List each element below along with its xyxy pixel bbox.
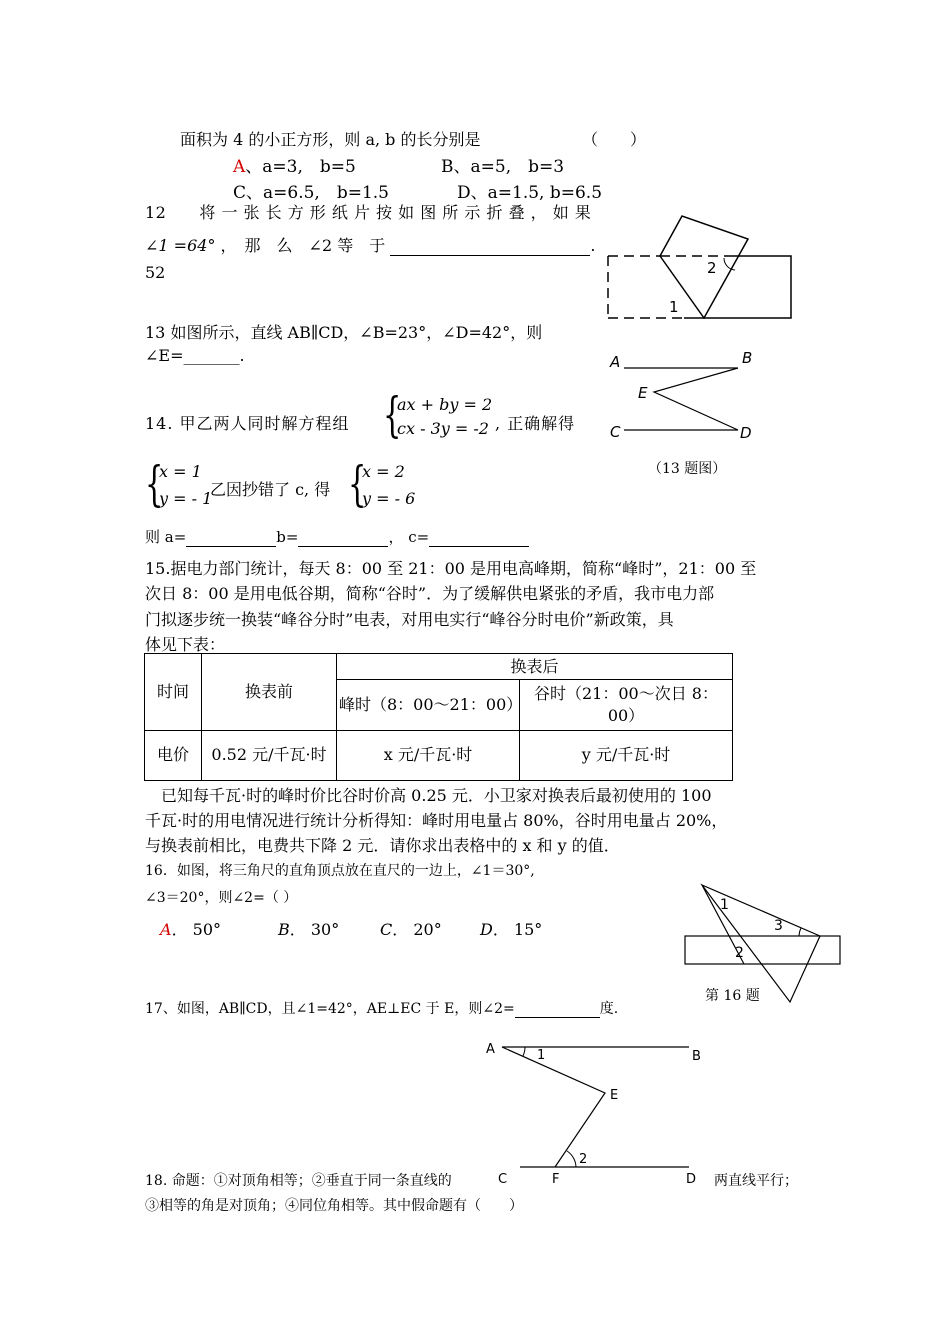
zigzag-aef	[502, 1047, 605, 1167]
q17-figure	[480, 1035, 710, 1190]
q13-line1: 13 如图所示，直线 AB∥CD，∠B=23°，∠D=42°，则	[145, 323, 543, 342]
table-header-after: 换表后	[337, 654, 733, 680]
q18-line1-a: 18. 命题：①对顶角相等；②垂直于同一条直线的	[145, 1173, 452, 1189]
q12-fig-label-2: 2	[707, 259, 717, 277]
q15-after2: 千瓦·时的用电情况进行统计分析得知：峰时用电量占 80%，谷时用电量占 20%，	[145, 811, 728, 830]
q13-point-b: B	[742, 349, 753, 367]
table-cell-peak: x 元/千瓦·时	[337, 730, 520, 780]
table-header-before: 换表前	[202, 654, 337, 731]
q14-answer-b-blank	[298, 546, 388, 547]
q14-middle: 乙因抄错了 c, 得	[210, 480, 331, 499]
q13-point-e: E	[638, 384, 648, 402]
q13-figure	[600, 345, 760, 445]
rect-remaining	[684, 256, 791, 318]
q14-system-brace: {	[383, 387, 402, 443]
q16-option-c-letter: C	[380, 920, 393, 939]
q16-option-b-wrap	[278, 917, 339, 940]
q17-point-d: D	[686, 1172, 697, 1187]
q13-line2: ∠E=_______.	[145, 346, 245, 365]
q18-line2: ③相等的角是对顶角；④同位角相等。其中假命题有（ ）	[145, 1198, 523, 1214]
q11-option-d: D、a=1.5, b=6.5	[457, 183, 603, 203]
q16-label-2: 2	[735, 945, 744, 961]
q14-eq2: cx - 3y = -2	[397, 419, 489, 438]
zigzag-bed	[654, 368, 738, 430]
table-row-label: 电价	[145, 730, 202, 780]
table-cell-before: 0.52 元/千瓦·时	[202, 730, 337, 780]
q14-answer-a-label: 则 a=	[145, 528, 187, 546]
q12-answer: 52	[145, 263, 166, 282]
q14-solution2	[348, 456, 418, 512]
q12-answer-blank	[390, 255, 590, 256]
q17-line	[145, 998, 618, 1018]
q14-answer-b-label: b=	[276, 528, 299, 546]
q16-line1: 16．如图，将三角尺的直角顶点放在直尺的一边上，∠1＝30°,	[145, 863, 535, 879]
q11-option-b: B、a=5, b=3	[441, 157, 565, 177]
q14-sol1-brace: {	[145, 456, 164, 512]
q16-label-1: 1	[720, 897, 729, 913]
q17-text: 17、如图，AB∥CD，且∠1=42°，AE⊥EC 于 E，则∠2=	[145, 1001, 515, 1017]
q13-point-a: A	[610, 353, 621, 371]
q16-options	[160, 917, 221, 940]
ruler	[685, 936, 840, 964]
q16-option-b: ． 30°	[289, 920, 340, 939]
q15-price-table	[144, 653, 733, 781]
q17-angle1-arc	[523, 1047, 525, 1056]
q12-angle1: ∠1 =64°	[145, 236, 216, 255]
q11-option-a-text: 、a=3, b=5	[245, 157, 356, 177]
q16-option-c-wrap	[380, 917, 442, 940]
q12-figure	[600, 205, 800, 330]
q11-paren: （ ）	[582, 130, 647, 149]
q12-line1: 12 将 一 张 长 方 形 纸 片 按 如 图 所 示 折 叠 ， 如 果	[145, 203, 592, 222]
table-header-time: 时间	[145, 654, 202, 731]
q11-stem: 面积为 4 的小正方形，则 a, b 的长分别是	[180, 130, 481, 149]
q15-para1: 15.据电力部门统计，每天 8：00 至 21：00 是用电高峰期，简称“峰时”，21：00 至	[145, 559, 757, 578]
q17-angle2-arc	[567, 1151, 576, 1167]
q15-para4: 体见下表：	[145, 635, 226, 654]
q17-unit: 度.	[599, 1001, 619, 1017]
q16-option-b-letter: B	[278, 920, 290, 939]
q18-line1-b: 两直线平行；	[714, 1173, 798, 1189]
q12-line2-text: ， 那 么 ∠2 等 于	[220, 236, 386, 255]
q16-caption: 第 16 题	[705, 988, 760, 1004]
q16-line2: ∠3＝20°，则∠2=（ ）	[145, 890, 298, 906]
q16-option-a-letter: A	[160, 920, 172, 939]
q16-option-d-wrap	[480, 917, 542, 940]
q12-period: .	[590, 236, 596, 255]
q13-caption: （13 题图）	[648, 461, 727, 477]
q14-solution1	[145, 456, 215, 512]
q14-sol2-brace: {	[348, 456, 367, 512]
q15-para3: 门拟逐步统一换装“峰谷分时”电表，对用电实行“峰谷分时电价”新政策，具	[145, 610, 674, 629]
q14-answers	[145, 526, 529, 547]
q14-system	[383, 387, 493, 443]
q17-label-2: 2	[579, 1152, 588, 1167]
q17-point-b: B	[692, 1049, 701, 1064]
q17-point-c: C	[498, 1172, 508, 1187]
q14-eq1: ax + by = 2	[397, 395, 493, 414]
q16-label-3: 3	[774, 918, 783, 934]
q14-sol1-x: x = 1	[159, 462, 202, 481]
q16-option-a: ． 50°	[171, 920, 222, 939]
q14-answer-c-blank	[429, 546, 529, 547]
q15-after3: 与换表前相比，电费共下降 2 元．请你求出表格中的 x 和 y 的值．	[145, 836, 620, 855]
q14-answer-c-label: ， c=	[388, 528, 430, 546]
q13-point-d: D	[740, 424, 752, 442]
q11-option-a-letter: A	[233, 157, 246, 177]
q11-option-c: C、a=6.5, b=1.5	[233, 183, 389, 203]
q17-point-a: A	[486, 1042, 495, 1057]
q12-line2	[145, 233, 595, 256]
q16-angle3-arc	[799, 928, 801, 936]
q17-answer-blank	[515, 1017, 600, 1018]
q17-label-1: 1	[537, 1048, 546, 1063]
q17-point-f: F	[552, 1172, 560, 1187]
q11-option-a	[233, 152, 356, 177]
q14-sol2-x: x = 2	[362, 462, 405, 481]
q12-fig-label-1: 1	[669, 298, 679, 316]
q15-para2: 次日 8：00 是用电低谷期，简称“谷时”．为了缓解供电紧张的矛盾，我市电力部	[145, 584, 715, 603]
q14-intro: 14. 甲乙两人同时解方程组	[145, 414, 350, 433]
q14-after-system: , 正确解得	[495, 414, 576, 433]
q13-point-c: C	[610, 423, 621, 441]
q16-option-d-letter: D	[480, 920, 493, 939]
q14-sol2-y: y = - 6	[362, 489, 416, 508]
table-cell-valley: y 元/千瓦·时	[520, 730, 733, 780]
q14-answer-a-blank	[186, 546, 276, 547]
table-header-peak: 峰时（8：00～21：00）	[337, 680, 520, 730]
q16-option-c: ． 20°	[392, 920, 442, 939]
table-header-valley: 谷时（21：00～次日 8：00）	[520, 680, 733, 730]
q14-sol1-y: y = - 1	[159, 489, 213, 508]
q17-point-e: E	[610, 1088, 619, 1103]
q16-option-d: ． 15°	[492, 920, 543, 939]
q15-after1: 已知每千瓦·时的峰时价比谷时价高 0.25 元．小卫家对换表后最初使用的 100	[145, 786, 712, 805]
